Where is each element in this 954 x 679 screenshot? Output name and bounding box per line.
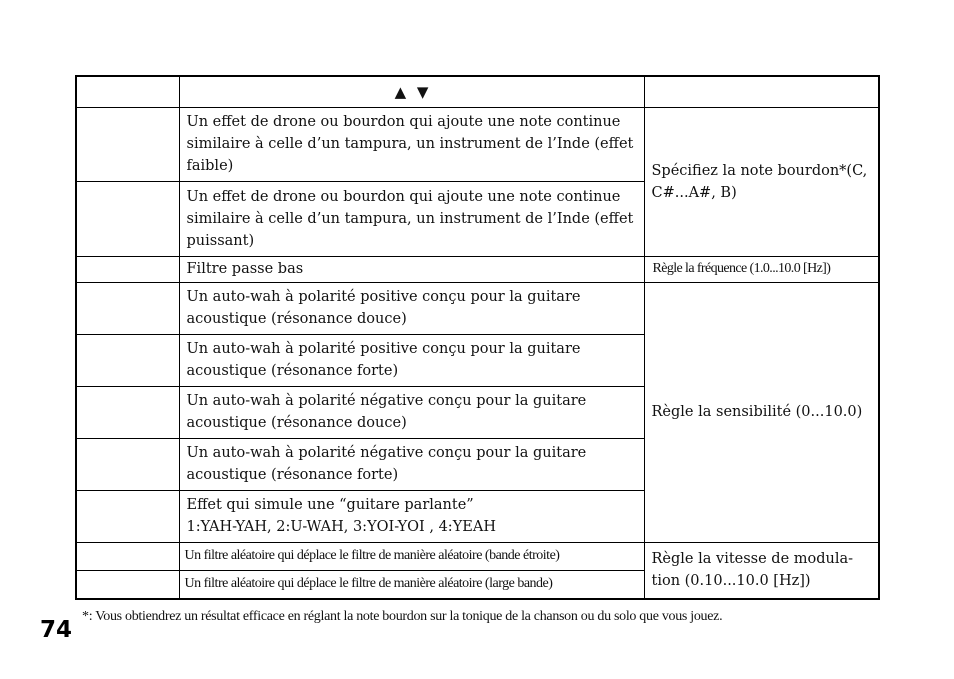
param-random: Règle la vitesse de modula- tion (0.10...10.0 [Hz]): [644, 542, 879, 599]
footnote: *: Vous obtiendrez un résultat efficace en réglant la note bourdon sur la tonique de la chanson ou du solo que vous jouez.: [82, 609, 723, 624]
row-description: Un auto-wah à polarité négative conçu pour la guitare acoustique (résonance douce): [179, 386, 644, 438]
param-autowah: Règle la sensibilité (0...10.0): [644, 282, 879, 542]
row-name: [76, 107, 179, 181]
table-row: [76, 107, 879, 181]
page-number: 74: [40, 617, 73, 643]
description-line: Effet qui simule une “guitare parlante”: [186, 497, 474, 513]
row-description: Un filtre aléatoire qui déplace le filtre de manière aléatoire (large bande): [179, 570, 644, 599]
row-name: [76, 542, 179, 570]
header-col-name: [76, 76, 179, 107]
table-row: [76, 256, 879, 282]
row-name: [76, 570, 179, 599]
description-line: 1:YAH-YAH, 2:U-WAH, 3:YOI-YOI , 4:YEAH: [186, 519, 496, 535]
row-description: Un auto-wah à polarité négative conçu pour la guitare acoustique (résonance forte): [179, 438, 644, 490]
header-col-parameter: [644, 76, 879, 107]
row-name: [76, 282, 179, 334]
row-description: Un effet de drone ou bourdon qui ajoute une note continue similaire à celle d’un tampura, un instrument de l’Inde (effet puissant): [179, 181, 644, 256]
row-name: [76, 256, 179, 282]
param-lowpass: Règle la fréquence (1.0...10.0 [Hz]): [644, 256, 879, 282]
table-header-row: [76, 76, 879, 107]
row-description: Filtre passe bas: [179, 256, 644, 282]
header-col-description: [179, 76, 644, 107]
effects-table: [75, 75, 880, 600]
row-name: [76, 438, 179, 490]
table-row: [76, 542, 879, 570]
row-description: [179, 490, 644, 542]
row-description: Un filtre aléatoire qui déplace le filtre de manière aléatoire (bande étroite): [179, 542, 644, 570]
row-description: Un auto-wah à polarité positive conçu pour la guitare acoustique (résonance forte): [179, 334, 644, 386]
table-row: [76, 282, 879, 334]
row-name: [76, 386, 179, 438]
arrow-down-icon: ▼: [416, 82, 429, 101]
row-name: [76, 490, 179, 542]
arrow-up-icon: ▲: [394, 82, 407, 101]
row-name: [76, 181, 179, 256]
row-name: [76, 334, 179, 386]
param-drone: Spécifiez la note bourdon*(C, C#...A#, B): [644, 107, 879, 256]
row-description: Un auto-wah à polarité positive conçu pour la guitare acoustique (résonance douce): [179, 282, 644, 334]
row-description: Un effet de drone ou bourdon qui ajoute une note continue similaire à celle d’un tampura, un instrument de l’Inde (effet faible): [179, 107, 644, 181]
